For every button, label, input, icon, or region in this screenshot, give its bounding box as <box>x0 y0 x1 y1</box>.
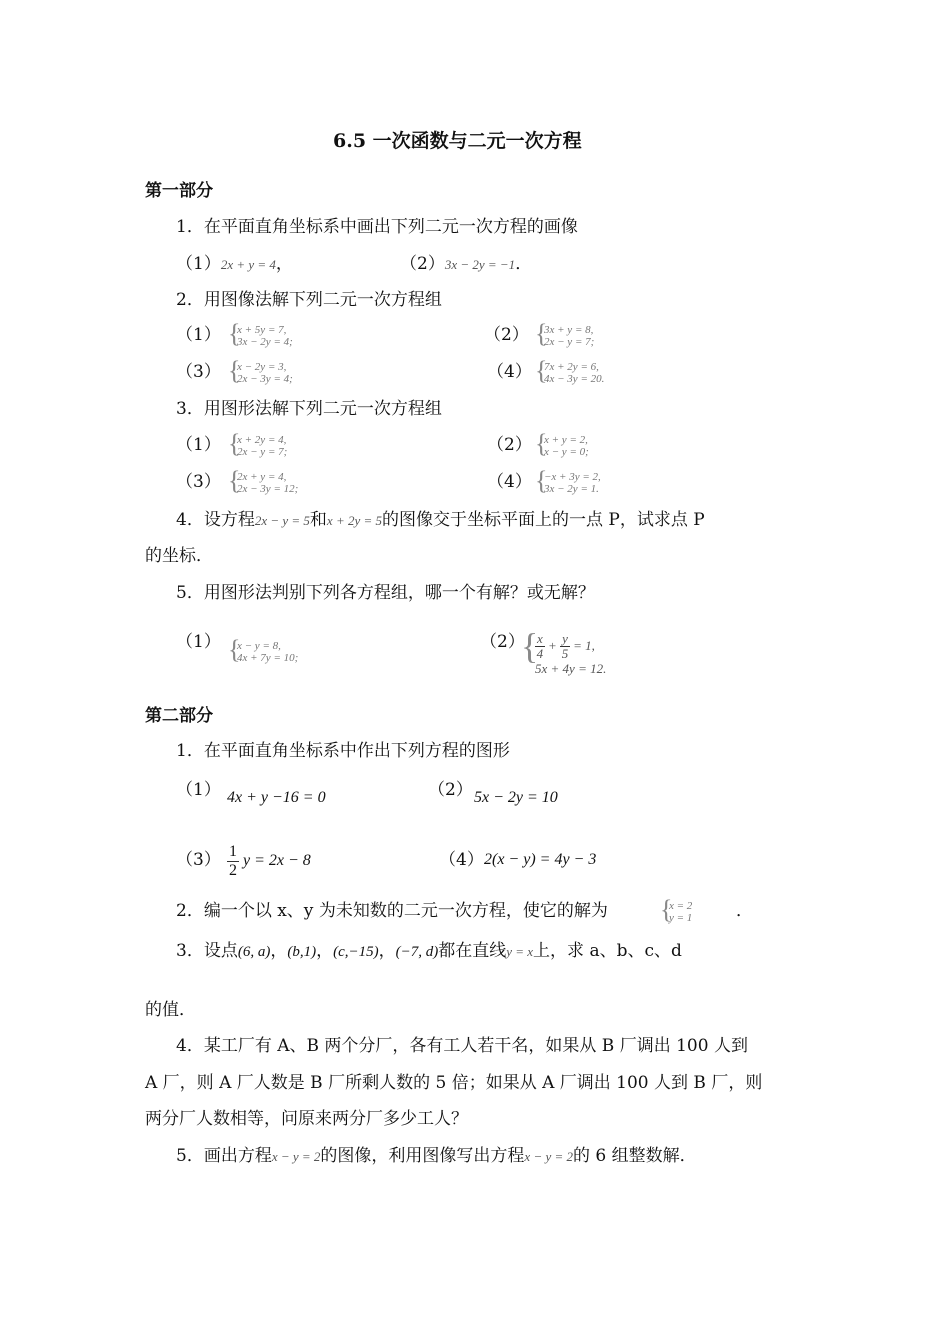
p1-q3-label3: （3） <box>176 472 221 492</box>
equation-row: x − y = 0; <box>544 446 589 458</box>
p2-q1-label3: （3） <box>176 850 221 870</box>
separator: ， <box>316 941 334 961</box>
p2-q3-line1 <box>176 943 682 960</box>
equation-row: 3x + y = 8, <box>544 324 594 336</box>
equation-row: 2x − 3y = 12; <box>237 483 299 495</box>
denominator: 4 <box>536 646 544 662</box>
numerator: x <box>537 631 543 646</box>
section-heading-part2: 第二部分 <box>145 706 213 726</box>
equation-row: 3x − 2y = 1. <box>544 483 599 495</box>
denominator: 5 <box>561 646 569 662</box>
p1-q5-label1: （1） <box>176 632 221 652</box>
p1-q1-text: 1．在平面直角坐标系中画出下列二元一次方程的画像 <box>176 217 578 237</box>
point: (6, a) <box>237 944 271 960</box>
p1-q4-line1 <box>176 512 705 529</box>
numerator: y <box>562 631 568 646</box>
equation-row: 2x + y = 4, <box>237 471 287 483</box>
text: 2．编一个以 x、y 为未知数的二元一次方程，使它的解为 <box>176 901 608 921</box>
p1-q2-label1: （1） <box>176 325 221 345</box>
fraction <box>560 632 570 662</box>
text: 的 6 组整数解． <box>573 1146 697 1166</box>
equation: x + 2y = 5 <box>326 513 383 528</box>
point: (c,−15) <box>333 944 379 960</box>
equation-rest: = 1, <box>573 637 595 653</box>
p1-q1-item2 <box>400 256 532 273</box>
punctuation: ， <box>275 254 293 274</box>
p1-q1-item1 <box>176 256 293 273</box>
text: 的图像交于坐标平面上的一点 P，试求点 P <box>382 510 705 530</box>
separator: ， <box>270 941 288 961</box>
item-label: （2） <box>400 254 445 274</box>
equation-row: 4x + 7y = 10; <box>237 652 299 664</box>
line-equation: y = x <box>506 944 534 959</box>
p1-q3-label4: （4） <box>487 472 532 492</box>
p2-q4-line3: 两分厂人数相等，问原来两分厂多少工人？ <box>145 1109 468 1129</box>
p2-q1-label1: （1） <box>176 780 221 800</box>
p1-q3-text: 3．用图形法解下列二元一次方程组 <box>176 399 442 419</box>
brace-icon: { <box>521 626 539 666</box>
equation-row: x − y = 8, <box>237 640 281 652</box>
equation: x − y = 2 <box>524 1149 574 1164</box>
equation: 2x − y = 5 <box>254 513 310 528</box>
equation-row: x = 2 <box>669 900 693 912</box>
p1-q5-system2-row1 <box>535 632 595 662</box>
p2-q1-eq1: 4x + y −16 = 0 <box>227 789 326 806</box>
text: 上，求 a、b、c、d <box>533 941 682 961</box>
p1-q4-line2: 的坐标． <box>145 546 213 566</box>
denominator: 2 <box>229 861 237 879</box>
p2-q1-eq2: 5x − 2y = 10 <box>474 789 558 806</box>
p2-q1-eq4: 2(x − y) = 4y − 3 <box>484 851 597 868</box>
equation-row: y = 1 <box>669 912 693 924</box>
punctuation: ． <box>515 254 533 274</box>
equation-row: 2x − 3y = 4; <box>237 373 293 385</box>
p2-q1-label4: （4） <box>439 850 484 870</box>
equation: x − y = 2 <box>271 1149 321 1164</box>
equation-row: 7x + 2y = 6, <box>544 361 599 373</box>
text: 都在直线 <box>438 941 507 961</box>
text: 5．画出方程 <box>176 1146 272 1166</box>
equation-row: x + 5y = 7, <box>237 324 287 336</box>
equation: 3x − 2y = −1 <box>444 257 516 272</box>
p1-q5-text: 5．用图形法判别下列各方程组，哪一个有解？或无解？ <box>176 583 595 603</box>
separator: ， <box>378 941 396 961</box>
p2-q4-line1: 4．某工厂有 A、B 两个分厂，各有工人若干名，如果从 B 厂调出 100 人到 <box>176 1036 748 1056</box>
equation-row: 2x − y = 7; <box>544 336 595 348</box>
p1-q3-label1: （1） <box>176 435 221 455</box>
p2-q1-text: 1．在平面直角坐标系中作出下列方程的图形 <box>176 741 510 761</box>
p1-q5-system2-row2: 5x + 4y = 12. <box>535 661 607 676</box>
p1-q2-label2: （2） <box>484 325 529 345</box>
fraction <box>535 632 545 662</box>
p2-q2-end: ． <box>736 901 753 921</box>
text: 和 <box>309 510 327 530</box>
p2-q1-label2: （2） <box>428 780 473 800</box>
page-title: 6.5 一次函数与二元一次方程 <box>333 130 582 152</box>
p2-q2-line <box>176 903 608 920</box>
p1-q2-text: 2．用图像法解下列二元一次方程组 <box>176 290 442 310</box>
p1-q3-label2: （2） <box>487 435 532 455</box>
equation: 2x + y = 4 <box>220 257 276 272</box>
fraction <box>227 843 239 879</box>
equation-row: −x + 3y = 2, <box>544 471 601 483</box>
equation-row: x − 2y = 3, <box>237 361 287 373</box>
point: (−7, d) <box>395 944 439 960</box>
equation-row: 4x − 3y = 20. <box>544 373 605 385</box>
equation-row: 3x − 2y = 4; <box>237 336 293 348</box>
operator: + <box>548 637 557 653</box>
p1-q2-label3: （3） <box>176 362 221 382</box>
text: 3．设点 <box>176 941 238 961</box>
item-label: （1） <box>176 254 221 274</box>
p1-q2-label4: （4） <box>487 362 532 382</box>
p1-q5-label2: （2） <box>480 632 525 652</box>
p2-q5-line <box>176 1148 697 1165</box>
text: 的图像，利用图像写出方程 <box>320 1146 525 1166</box>
numerator: 1 <box>229 843 237 860</box>
p2-q1-eq3 <box>227 843 311 879</box>
equation-row: x + y = 2, <box>544 434 588 446</box>
section-heading-part1: 第一部分 <box>145 181 213 201</box>
text: 4．设方程 <box>176 510 255 530</box>
p2-q3-line2: 的值． <box>145 1000 196 1020</box>
equation-row: 2x − y = 7; <box>237 446 288 458</box>
equation-rest: y = 2x − 8 <box>243 851 311 869</box>
point: (b,1) <box>287 944 317 960</box>
equation-row: x + 2y = 4, <box>237 434 287 446</box>
p2-q4-line2: A 厂，则 A 厂人数是 B 厂所剩人数的 5 倍；如果从 A 厂调出 100 人到 B 厂，则 <box>145 1073 763 1093</box>
